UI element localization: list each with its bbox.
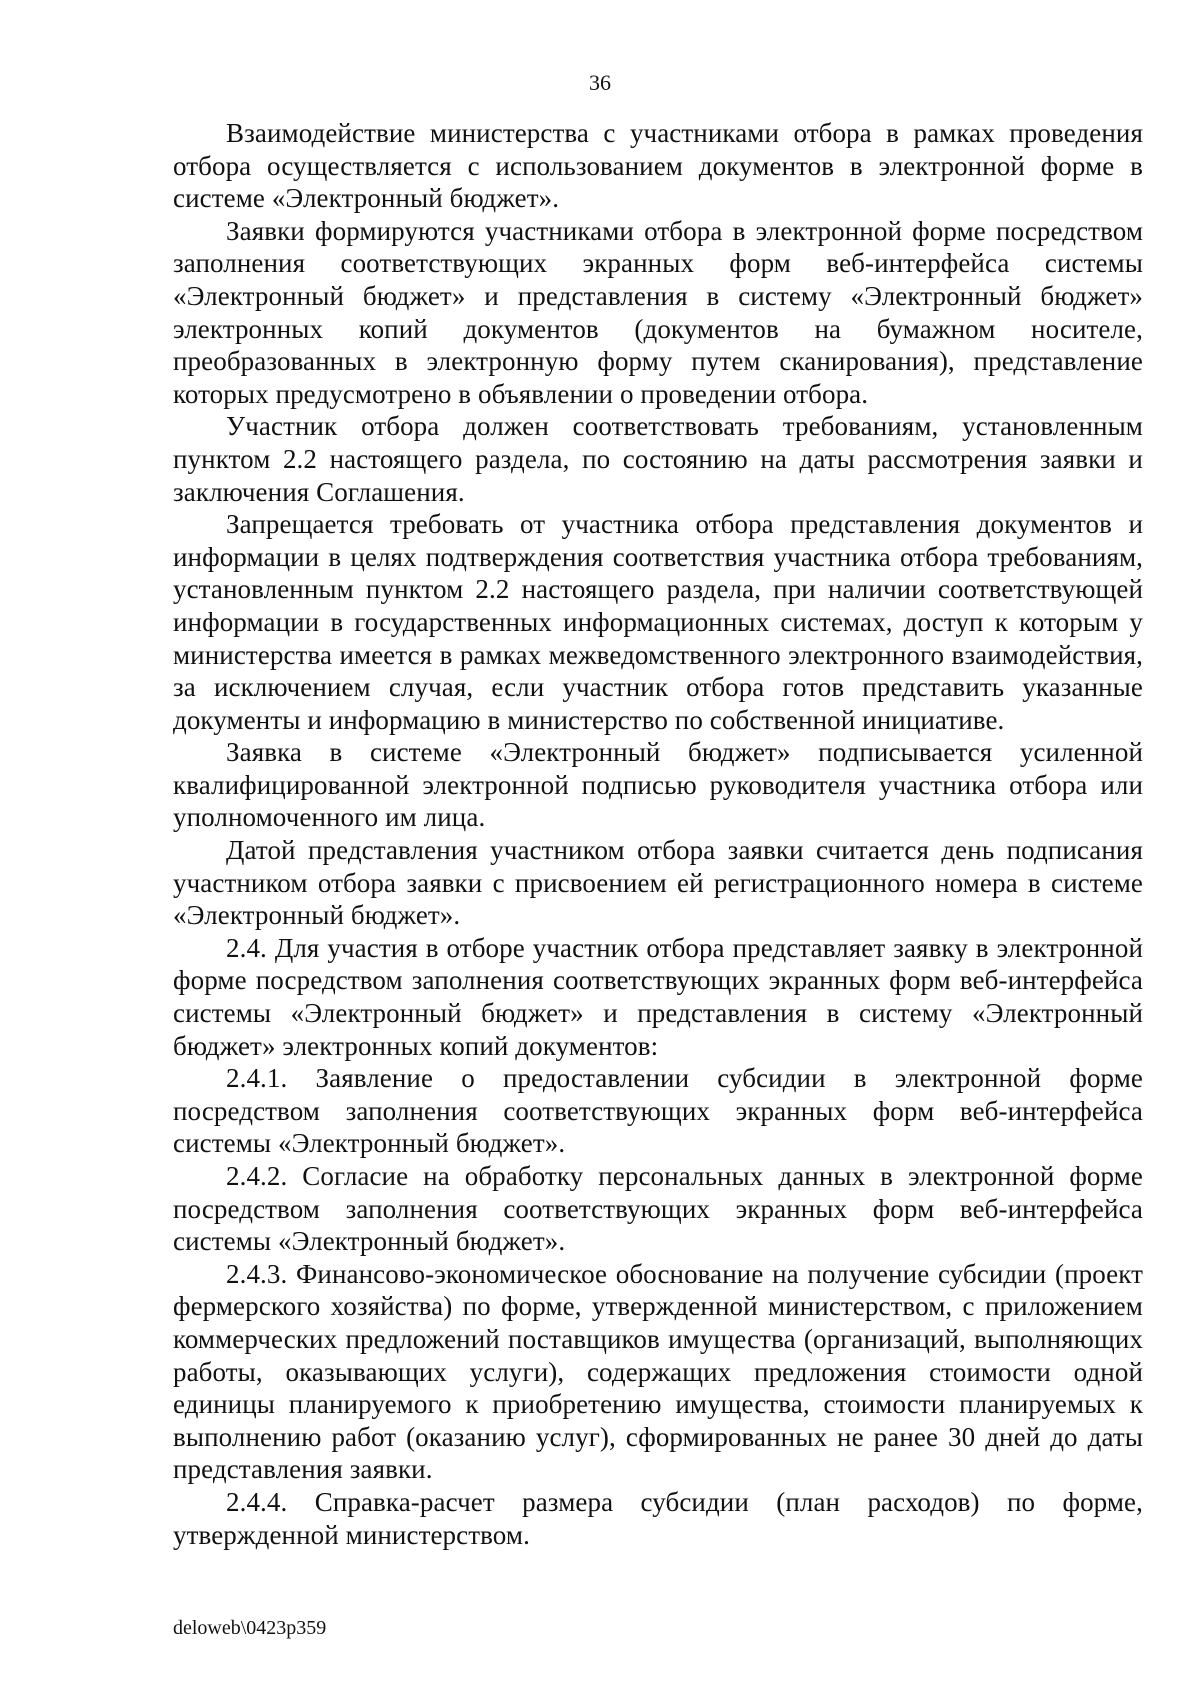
- paragraph-2-4-4: 2.4.4. Справка-расчет размера субсидии (план расходов) по форме, утвержденной министерством.: [173, 1486, 1143, 1550]
- paragraph-submission-date: Датой представления участником отбора заявки считается день подписания участником отбора заявки с присвоением ей регистрационного номера в системе «Электронный бюджет».: [173, 835, 1143, 931]
- paragraph-2-4-2: 2.4.2. Согласие на обработку персональных данных в электронной форме посредством заполнения соответствующих экранных форм веб-интерфейса системы «Электронный бюджет».: [173, 1161, 1143, 1257]
- document-body: [173, 117, 1143, 1551]
- document-code-footer: deloweb\0423p359: [173, 1617, 327, 1639]
- paragraph-interaction: Взаимодействие министерства с участниками отбора в рамках проведения отбора осуществляется с использованием документов в электронной форме в системе «Электронный бюджет».: [173, 118, 1143, 214]
- paragraph-2-4: 2.4. Для участия в отборе участник отбора представляет заявку в электронной форме посредством заполнения соответствующих экранных форм веб-интерфейса системы «Электронный бюджет» и представления в систему «Электронный бюджет» электронных копий документов:: [173, 932, 1143, 1061]
- paragraph-2-4-3: 2.4.3. Финансово-экономическое обоснование на получение субсидии (проект фермерского хозяйства) по форме, утвержденной министерством, с приложением коммерческих предложений поставщиков имущества (организаций, выполняющих работы, оказывающих услуги), содержащих предложения стоимости одной единицы планируемого к приобретению имущества, стоимости планируемых к выполнению работ (оказанию услуг), сформированных не ранее 30 дней до даты представления заявки.: [173, 1258, 1143, 1485]
- paragraph-signature: Заявка в системе «Электронный бюджет» подписывается усиленной квалифицированной электронной подписью руководителя участника отбора или уполномоченного им лица.: [173, 737, 1143, 833]
- page-number: 36: [589, 70, 611, 95]
- paragraph-participant-requirements: Участник отбора должен соответствовать требованиям, установленным пунктом 2.2 настоящего раздела, по состоянию на даты рассмотрения заявки и заключения Соглашения.: [173, 411, 1143, 507]
- paragraph-applications-formed: Заявки формируются участниками отбора в электронной форме посредством заполнения соответствующих экранных форм веб-интерфейса системы «Электронный бюджет» и представления в систему «Электронный бюджет» электронных копий документов (документов на бумажном носителе, преобразованных в электронную форму путем сканирования), представление которых предусмотрено в объявлении о проведении отбора.: [173, 215, 1143, 409]
- paragraph-prohibition: Запрещается требовать от участника отбора представления документов и информации в целях подтверждения соответствия участника отбора требованиям, установленным пунктом 2.2 настоящего раздела, при наличии соответствующей информации в государственных информационных системах, доступ к которым у министерства имеется в рамках межведомственного электронного взаимодействия, за исключением случая, если участник отбора готов представить указанные документы и информацию в министерство по собственной инициативе.: [173, 509, 1143, 735]
- paragraph-2-4-1: 2.4.1. Заявление о предоставлении субсидии в электронной форме посредством заполнения соответствующих экранных форм веб-интерфейса системы «Электронный бюджет».: [173, 1063, 1143, 1159]
